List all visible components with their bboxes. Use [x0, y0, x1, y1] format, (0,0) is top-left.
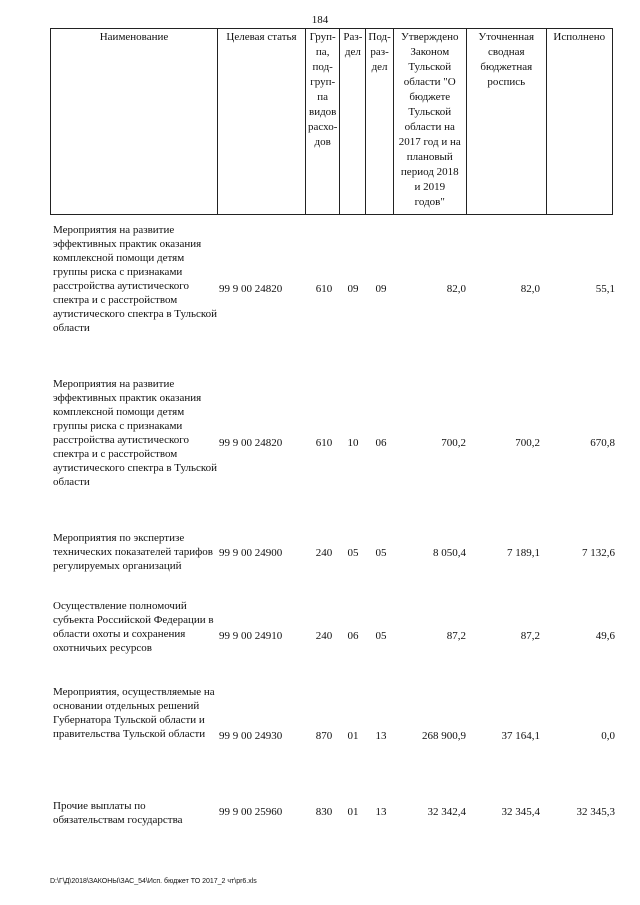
- row-group: 610: [315, 283, 333, 295]
- row-section: 01: [347, 730, 359, 742]
- file-path-footer: D:\Г\Д\2018\ЗАКОНЫ\ЗАС_54\Исп. бюджет ТО 2017_2 чт\pr6.xls: [50, 878, 257, 885]
- page-number: 184: [311, 14, 329, 26]
- row-approved: 87,2: [446, 630, 466, 642]
- row-executed: 55,1: [595, 283, 615, 295]
- row-group: 610: [315, 437, 333, 449]
- header-executed: Исполнено: [546, 29, 612, 215]
- row-specified: 700,2: [515, 437, 540, 449]
- row-executed: 0,0: [601, 730, 615, 742]
- row-approved: 268 900,9: [422, 730, 466, 742]
- row-specified: 37 164,1: [501, 730, 540, 742]
- row-group: 830: [315, 806, 333, 818]
- row-subsection: 05: [375, 630, 387, 642]
- row-target: 99 9 00 24900: [219, 547, 283, 559]
- row-subsection: 06: [375, 437, 387, 449]
- table-header: [50, 28, 613, 215]
- row-section: 09: [347, 283, 359, 295]
- row-approved: 32 342,4: [427, 806, 466, 818]
- row-subsection: 09: [375, 283, 387, 295]
- row-section: 06: [347, 630, 359, 642]
- row-section: 01: [347, 806, 359, 818]
- row-group: 240: [315, 630, 333, 642]
- row-subsection: 05: [375, 547, 387, 559]
- row-target: 99 9 00 25960: [219, 806, 283, 818]
- row-executed: 670,8: [590, 437, 615, 449]
- row-group: 870: [315, 730, 333, 742]
- row-subsection: 13: [375, 806, 387, 818]
- header-group: Груп- па, под- груп- па видов расхо- дов: [306, 29, 340, 215]
- row-group: 240: [315, 547, 333, 559]
- row-section: 05: [347, 547, 359, 559]
- row-name: Мероприятия на развитие эффективных практик оказания комплексной помощи детям группы риска с признаками расстройства аутистического спектра и с расстройством аутистического спектра в Тульской области: [53, 224, 218, 334]
- row-target: 99 9 00 24820: [219, 283, 283, 295]
- row-specified: 32 345,4: [501, 806, 540, 818]
- row-specified: 82,0: [520, 283, 540, 295]
- row-name: Мероприятия по экспертизе технических показателей тарифов регулируемых организаций: [53, 532, 213, 572]
- row-target: 99 9 00 24930: [219, 730, 283, 742]
- row-name: Прочие выплаты по обязательствам государства: [53, 800, 183, 826]
- row-name: Осуществление полномочий субъекта Российской Федерации в области охоты и сохранения охотничьих ресурсов: [53, 600, 214, 654]
- row-specified: 87,2: [520, 630, 540, 642]
- row-executed: 32 345,3: [576, 806, 615, 818]
- header-target: Целевая статья: [218, 29, 306, 215]
- row-name: Мероприятия, осуществляемые на основании отдельных решений Губернатора Тульской области и правительства Тульской области: [53, 686, 215, 740]
- row-approved: 82,0: [446, 283, 466, 295]
- row-executed: 49,6: [595, 630, 615, 642]
- header-name: Наименование: [51, 29, 218, 215]
- header-specified: Уточненная сводная бюджетная роспись: [466, 29, 546, 215]
- header-subsection: Под- раз- дел: [366, 29, 393, 215]
- row-section: 10: [347, 437, 359, 449]
- row-approved: 700,2: [441, 437, 466, 449]
- row-executed: 7 132,6: [582, 547, 615, 559]
- row-target: 99 9 00 24910: [219, 630, 283, 642]
- row-target: 99 9 00 24820: [219, 437, 283, 449]
- row-name: Мероприятия на развитие эффективных практик оказания комплексной помощи детям группы риска с признаками расстройства аутистического спектра и с расстройством аутистического спектра в Тульской области: [53, 378, 218, 488]
- row-subsection: 13: [375, 730, 387, 742]
- header-section: Раз- дел: [340, 29, 366, 215]
- row-specified: 7 189,1: [507, 547, 540, 559]
- header-approved: Утверждено Законом Тульской области "О бюджете Тульской области на 2017 год и на плановый период 2018 и 2019 годов": [393, 29, 466, 215]
- row-approved: 8 050,4: [433, 547, 466, 559]
